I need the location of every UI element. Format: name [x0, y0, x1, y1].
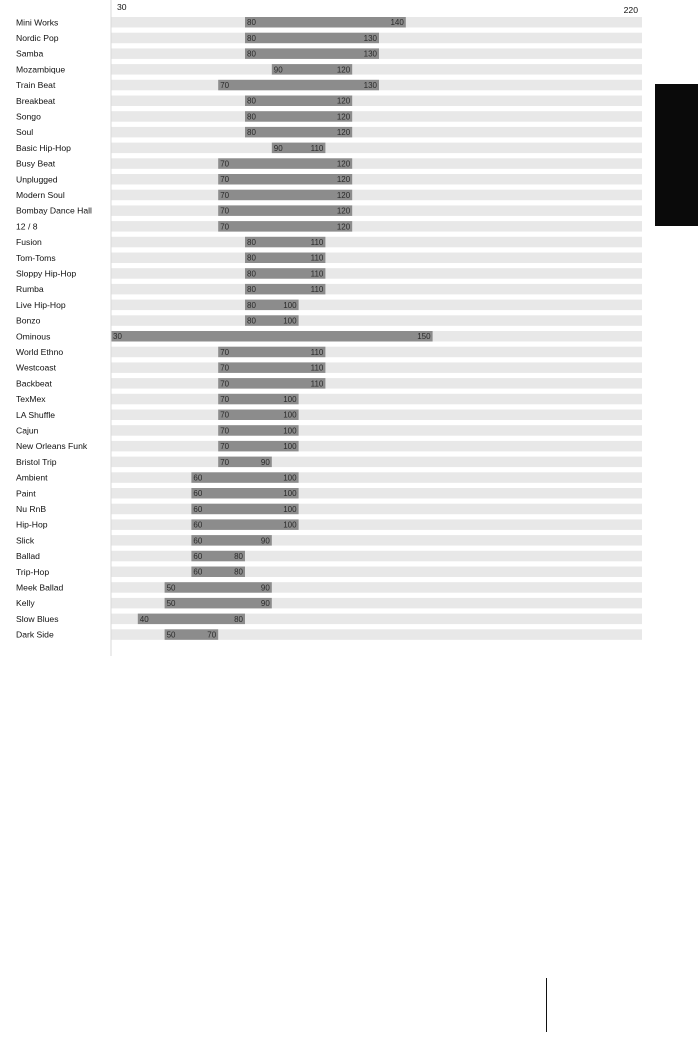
tempo-min-label: 70	[220, 442, 230, 452]
row-track	[111, 410, 642, 421]
tempo-bar	[218, 378, 325, 389]
tempo-min-label: 60	[193, 473, 203, 483]
tempo-bar	[218, 190, 352, 201]
tempo-bar	[111, 331, 433, 342]
tempo-max-label: 130	[363, 33, 377, 43]
tempo-bar	[218, 80, 379, 91]
style-label: Busy Beat	[16, 158, 56, 169]
tempo-bar	[191, 535, 271, 546]
row-track	[111, 378, 642, 389]
tempo-min-label: 80	[247, 96, 256, 106]
style-label: Samba	[16, 48, 44, 59]
row-track	[111, 96, 642, 107]
style-label: Mini Works	[16, 17, 59, 28]
style-label: Fusion	[16, 237, 42, 248]
style-label: Breakbeat	[16, 95, 56, 106]
style-label: World Ethno	[16, 347, 64, 357]
row-track	[111, 535, 642, 546]
tempo-max-label: 100	[283, 395, 297, 404]
tempo-min-label: 80	[247, 238, 256, 247]
tempo-max-label: 140	[390, 18, 404, 28]
tempo-min-label: 70	[220, 159, 230, 169]
tempo-max-label: 110	[310, 347, 324, 357]
style-label: Westcoast	[16, 362, 56, 373]
tempo-min-label: 80	[247, 269, 256, 279]
tempo-bar	[218, 221, 352, 232]
tempo-min-label: 80	[247, 33, 256, 43]
tempo-bar	[218, 174, 352, 185]
style-label: Rumba	[16, 284, 44, 295]
style-label: Slow Blues	[16, 613, 59, 624]
row-track	[111, 127, 642, 137]
tempo-max-label: 110	[310, 363, 324, 373]
tempo-min-label: 70	[220, 379, 230, 389]
style-label: Sloppy Hip-Hop	[16, 268, 77, 279]
tempo-max-label: 110	[310, 269, 324, 279]
style-label: Dark Side	[16, 629, 54, 640]
tempo-max-label: 120	[336, 222, 351, 232]
style-label: Train Beat	[16, 80, 56, 91]
row-track	[111, 488, 642, 499]
tempo-max-label: 90	[260, 457, 270, 467]
style-label: Ballad	[16, 551, 40, 562]
style-label: Nu RnB	[16, 504, 47, 514]
tempo-max-label: 100	[283, 520, 297, 530]
tempo-bar	[165, 598, 272, 609]
tempo-min-label: 60	[193, 520, 203, 530]
tempo-max-label: 110	[310, 253, 324, 263]
style-label: Slick	[16, 535, 35, 546]
tempo-max-label: 90	[260, 599, 270, 609]
tempo-max-label: 150	[417, 332, 431, 342]
style-label: Trip-Hop	[16, 566, 50, 577]
row-track	[111, 347, 642, 358]
footer-rule	[546, 978, 547, 1032]
row-track	[111, 300, 642, 311]
tempo-min-label: 40	[139, 614, 149, 624]
tempo-max-label: 100	[283, 426, 297, 436]
axis-min-label: 30	[117, 2, 127, 12]
style-label: Bristol Trip	[16, 456, 57, 467]
tempo-min-label: 80	[247, 300, 256, 310]
tempo-max-label: 120	[336, 206, 351, 216]
row-track	[111, 472, 642, 483]
tempo-min-label: 60	[193, 504, 203, 514]
tempo-max-label: 120	[336, 65, 351, 75]
tempo-max-label: 80	[234, 614, 243, 624]
tempo-max-label: 120	[336, 175, 351, 185]
tempo-min-label: 80	[247, 128, 256, 138]
tempo-min-label: 70	[220, 81, 230, 90]
tempo-bar	[218, 158, 352, 169]
row-track	[111, 504, 642, 515]
style-label: 12 / 8	[16, 221, 38, 232]
style-label: Tom-Toms	[16, 252, 56, 263]
row-track	[111, 111, 642, 122]
tempo-min-label: 70	[220, 395, 230, 404]
tempo-min-label: 60	[193, 552, 203, 561]
row-tracks	[111, 17, 642, 640]
tempo-min-label: 70	[220, 190, 230, 200]
tempo-min-label: 60	[193, 489, 203, 499]
tempo-max-label: 110	[310, 379, 324, 389]
style-label: Kelly	[16, 598, 35, 609]
tempo-min-label: 80	[247, 253, 256, 263]
tempo-min-label: 50	[166, 599, 176, 609]
tempo-max-label: 100	[283, 316, 297, 326]
tempo-max-label: 100	[283, 504, 297, 514]
style-label: Hip-Hop	[16, 519, 48, 530]
tempo-bar	[138, 614, 245, 625]
tempo-min-label: 80	[247, 316, 256, 326]
tempo-max-label: 80	[234, 552, 243, 561]
style-label: Modern Soul	[16, 190, 65, 200]
style-label: Basic Hip-Hop	[16, 142, 71, 153]
row-track	[111, 190, 642, 201]
row-track	[111, 237, 642, 248]
tempo-min-label: 70	[220, 347, 230, 357]
row-track	[111, 284, 642, 295]
tempo-range-bars	[111, 17, 433, 640]
style-label: Ominous	[16, 331, 51, 342]
tempo-min-label: 70	[220, 222, 230, 232]
tempo-min-label: 70	[220, 363, 230, 373]
tempo-max-label: 120	[336, 159, 351, 169]
style-label: Soul	[16, 127, 34, 138]
tempo-max-label: 90	[260, 583, 270, 593]
row-track	[111, 221, 642, 232]
tempo-bar	[218, 362, 325, 373]
tempo-max-label: 110	[310, 285, 324, 295]
style-label: Nordic Pop	[16, 33, 59, 43]
tempo-max-label: 100	[283, 489, 297, 499]
tempo-min-label: 70	[220, 175, 230, 185]
row-track	[111, 441, 642, 452]
tempo-min-label: 70	[220, 426, 230, 436]
row-track	[111, 205, 642, 216]
style-label: Cajun	[16, 425, 39, 436]
tempo-min-label: 70	[220, 410, 230, 420]
tempo-min-label: 70	[220, 457, 230, 467]
tempo-bar	[245, 48, 379, 59]
style-labels	[16, 17, 92, 639]
tempo-max-label: 100	[283, 410, 297, 420]
style-label: New Orleans Funk	[16, 441, 88, 452]
tempo-min-label: 50	[166, 630, 176, 640]
tempo-min-label: 60	[193, 536, 203, 546]
row-track	[111, 315, 642, 326]
tempo-bar	[218, 347, 325, 358]
tempo-max-label: 120	[336, 96, 351, 106]
style-label: Paint	[16, 488, 36, 499]
tempo-max-label: 90	[260, 536, 270, 546]
tempo-max-label: 100	[283, 300, 297, 310]
tempo-max-label: 130	[363, 49, 377, 59]
style-label: Unplugged	[16, 174, 58, 185]
row-track	[111, 425, 642, 436]
tempo-max-label: 100	[283, 442, 297, 452]
row-track	[111, 362, 642, 373]
tempo-min-label: 60	[193, 567, 203, 577]
tempo-max-label: 110	[310, 238, 324, 247]
tempo-max-label: 70	[207, 630, 217, 640]
row-track	[111, 519, 642, 530]
row-track	[111, 551, 642, 562]
tempo-bar	[245, 33, 379, 44]
row-track	[111, 457, 642, 468]
tempo-bar	[245, 17, 406, 28]
tempo-min-label: 70	[220, 206, 230, 216]
tempo-max-label: 110	[310, 143, 324, 153]
tempo-max-label: 120	[336, 112, 351, 122]
style-label: Meek Ballad	[16, 582, 64, 593]
row-track	[111, 64, 642, 75]
axis-max-label: 220	[623, 5, 638, 15]
tempo-min-label: 50	[166, 583, 176, 593]
tempo-min-label: 80	[247, 112, 256, 122]
row-track	[111, 567, 642, 578]
row-track	[111, 143, 642, 154]
row-track	[111, 268, 642, 279]
tempo-min-label: 80	[247, 285, 256, 295]
style-label: Backbeat	[16, 378, 52, 389]
style-label: Live Hip-Hop	[16, 299, 66, 310]
tempo-bar	[165, 582, 272, 593]
section-tab	[655, 84, 698, 226]
style-label: Songo	[16, 111, 41, 122]
tempo-min-label: 30	[113, 332, 122, 342]
row-track	[111, 158, 642, 169]
row-track	[111, 174, 642, 185]
tempo-min-label: 90	[273, 65, 283, 75]
tempo-max-label: 120	[336, 190, 351, 200]
style-label: Bonzo	[16, 315, 41, 326]
style-label: Ambient	[16, 472, 48, 483]
row-track	[111, 253, 642, 264]
tempo-min-label: 90	[273, 143, 283, 153]
style-label: Mozambique	[16, 64, 66, 75]
tempo-min-label: 80	[247, 18, 256, 28]
style-label: Bombay Dance Hall	[16, 205, 92, 216]
tempo-max-label: 100	[283, 473, 297, 483]
tempo-max-label: 80	[234, 567, 243, 577]
row-track	[111, 394, 642, 405]
style-label: LA Shuffle	[16, 409, 56, 420]
tempo-min-label: 80	[247, 49, 256, 59]
tempo-bar	[218, 205, 352, 216]
tempo-max-label: 130	[363, 81, 377, 90]
style-label: TexMex	[16, 394, 46, 405]
tempo-max-label: 120	[336, 128, 351, 138]
